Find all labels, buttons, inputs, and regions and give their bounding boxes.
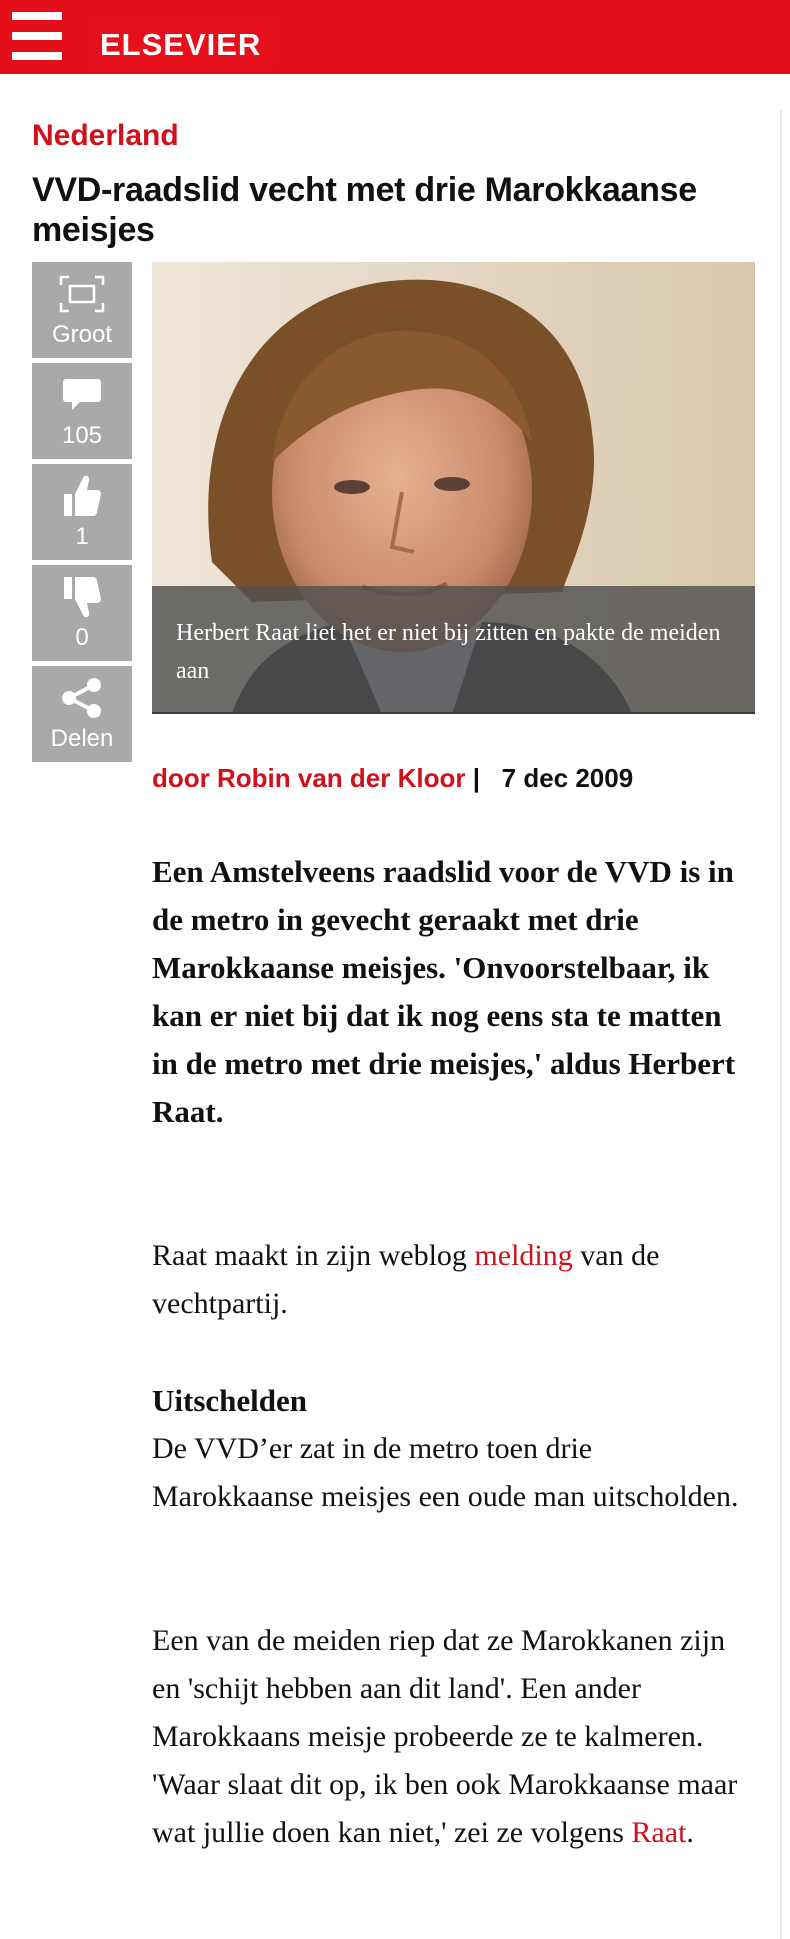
byline bbox=[152, 762, 633, 794]
article-photo[interactable] bbox=[152, 262, 755, 714]
dislikes-count: 0 bbox=[75, 624, 89, 651]
comments-button[interactable] bbox=[32, 363, 132, 459]
article-paragraph bbox=[152, 1617, 752, 1857]
share-label: Delen bbox=[50, 725, 114, 752]
comment-icon bbox=[32, 371, 132, 419]
article-title: VVD-raadslid vecht met drie Marokkaanse meisjes bbox=[32, 171, 697, 249]
menu-line bbox=[12, 52, 62, 60]
menu-line bbox=[12, 12, 62, 20]
likes-count: 1 bbox=[75, 523, 89, 550]
menu-line bbox=[12, 32, 62, 40]
author-link[interactable]: door Robin van der Kloor bbox=[152, 763, 466, 793]
paragraph-text: Een van de meiden riep dat ze Marokkanen zijn en 'schijt hebben aan dit land'. Een ander Marokkaans meisje probeerde ze te kalmeren. 'Waar slaat dit op, ik ben ook Marokkaanse maar wat jullie doen kan niet,' zei ze volgens bbox=[152, 1624, 738, 1849]
brand-logo: ELSEVIER bbox=[100, 27, 262, 62]
raat-link[interactable]: Raat bbox=[631, 1816, 687, 1849]
image-caption-overlay bbox=[152, 586, 755, 714]
hamburger-menu-icon[interactable] bbox=[12, 12, 62, 60]
expand-icon bbox=[32, 270, 132, 318]
section-label[interactable]: Nederland bbox=[32, 119, 179, 152]
article-lead: Een Amstelveens raadslid voor de VVD is in de metro in gevecht geraakt met drie Marokkaanse meisjes. 'Onvoorstelbaar, ik kan er niet bij dat ik nog eens sta te matten in de metro met drie meisjes,' aldus Herbert Raat. bbox=[152, 854, 736, 1129]
enlarge-button[interactable] bbox=[32, 262, 132, 358]
top-bar bbox=[0, 0, 790, 74]
scroll-edge bbox=[780, 110, 782, 1939]
like-button[interactable] bbox=[32, 464, 132, 560]
comments-count: 105 bbox=[61, 422, 103, 449]
share-button[interactable] bbox=[32, 666, 132, 762]
byline-separator: | bbox=[472, 763, 480, 793]
share-icon bbox=[32, 674, 132, 722]
dislike-button[interactable] bbox=[32, 565, 132, 661]
enlarge-label: Groot bbox=[51, 321, 113, 348]
article-paragraph: De VVD’er zat in de metro toen drie Marokkaanse meisjes een oude man uitscholden. bbox=[152, 1432, 739, 1513]
paragraph-text: . bbox=[686, 1816, 694, 1849]
thumbs-up-icon bbox=[32, 472, 132, 520]
publish-date: 7 dec 2009 bbox=[501, 763, 634, 793]
paragraph-text: van de vechtpartij. bbox=[152, 1239, 660, 1320]
article-subheading: Uitschelden bbox=[152, 1383, 307, 1418]
article-paragraph bbox=[152, 1232, 752, 1328]
weblog-link[interactable]: melding bbox=[474, 1239, 573, 1272]
thumbs-down-icon bbox=[32, 573, 132, 621]
image-caption: Herbert Raat liet het er niet bij zitten en pakte de meiden aan bbox=[176, 620, 721, 684]
paragraph-text: Raat maakt in zijn weblog bbox=[152, 1239, 475, 1272]
